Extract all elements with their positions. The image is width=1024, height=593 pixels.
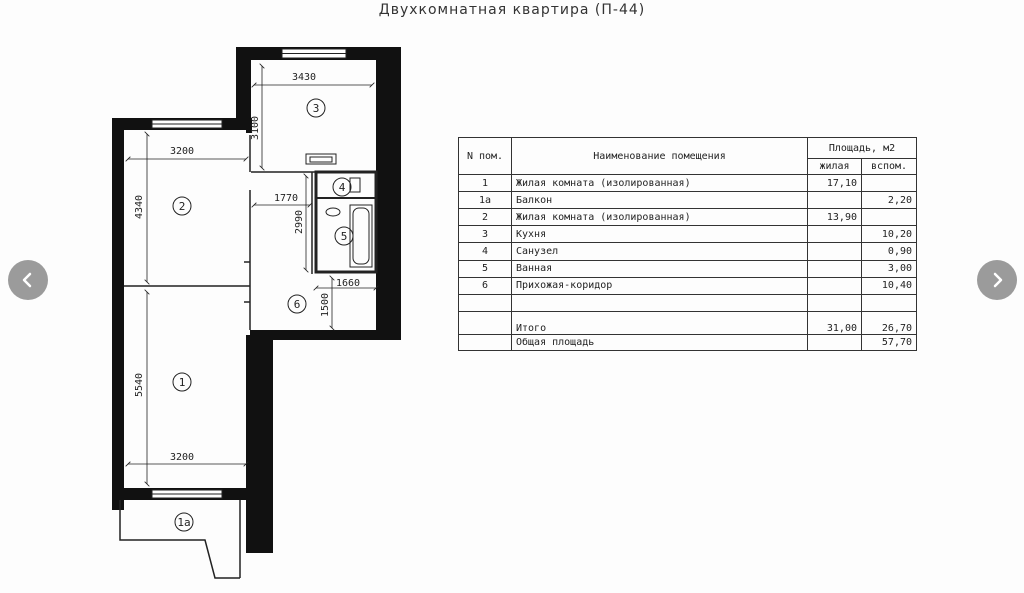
overall-label: Общая площадь — [512, 334, 808, 350]
partitions — [124, 135, 376, 330]
rooms-table — [458, 137, 917, 351]
chevron-right-icon — [989, 272, 1005, 288]
dim-1660: 1660 — [336, 278, 361, 289]
room-label-2: 2 — [178, 200, 186, 213]
table-row — [459, 175, 917, 192]
room-label-1a: 1a — [177, 516, 191, 529]
room-label-6: 6 — [293, 298, 301, 311]
table-row — [459, 243, 917, 260]
table-row — [459, 192, 917, 209]
dim-3100: 3100 — [250, 115, 261, 141]
floor-plan — [0, 0, 440, 593]
header-aux: вспом. — [862, 159, 917, 175]
header-living: жилая — [808, 159, 862, 175]
dim-3200-bottom: 3200 — [170, 452, 195, 463]
overall-num — [459, 334, 512, 350]
row-living — [808, 226, 862, 243]
row-name: Жилая комната (изолированная) — [512, 209, 808, 226]
row-num: 1 — [459, 175, 512, 192]
row-name: Кухня — [512, 226, 808, 243]
room-label-4: 4 — [338, 181, 346, 194]
total-aux: 26,70 — [862, 311, 917, 334]
dim-5540: 5540 — [134, 372, 145, 398]
row-aux — [862, 294, 917, 311]
dim-3200-top: 3200 — [170, 146, 195, 157]
table-row — [459, 260, 917, 277]
dim-3430: 3430 — [292, 72, 317, 83]
header-num: N пом. — [459, 138, 512, 175]
row-living — [808, 294, 862, 311]
row-name: Балкон — [512, 192, 808, 209]
table-row — [459, 226, 917, 243]
dim-1500: 1500 — [320, 292, 331, 318]
row-aux: 3,00 — [862, 260, 917, 277]
total-label: Итого — [512, 311, 808, 334]
row-num — [459, 294, 512, 311]
row-living — [808, 260, 862, 277]
table-row — [459, 277, 917, 294]
row-living — [808, 243, 862, 260]
row-num: 4 — [459, 243, 512, 260]
row-name — [512, 294, 808, 311]
row-living — [808, 277, 862, 294]
room-label-5: 5 — [340, 230, 348, 243]
prev-button[interactable] — [8, 260, 48, 300]
row-aux — [862, 175, 917, 192]
row-aux: 0,90 — [862, 243, 917, 260]
table-row — [459, 294, 917, 311]
row-name: Санузел — [512, 243, 808, 260]
row-name: Прихожая-коридор — [512, 277, 808, 294]
row-num: 2 — [459, 209, 512, 226]
row-living: 17,10 — [808, 175, 862, 192]
page-title: Двухкомнатная квартира (П-44) — [378, 2, 646, 18]
chevron-left-icon — [20, 272, 36, 288]
row-num: 3 — [459, 226, 512, 243]
balcony — [120, 500, 240, 578]
dim-2990: 2990 — [294, 209, 305, 235]
row-aux: 10,20 — [862, 226, 917, 243]
row-num: 6 — [459, 277, 512, 294]
row-aux — [862, 209, 917, 226]
header-name: Наименование помещения — [512, 138, 808, 175]
dim-4340: 4340 — [134, 194, 145, 220]
total-num — [459, 311, 512, 334]
room-label-3: 3 — [312, 102, 320, 115]
room-label-1: 1 — [178, 376, 186, 389]
row-name: Ванная — [512, 260, 808, 277]
dim-1770: 1770 — [274, 193, 299, 204]
total-living: 31,00 — [808, 311, 862, 334]
row-num: 1a — [459, 192, 512, 209]
table-row — [459, 209, 917, 226]
row-num: 5 — [459, 260, 512, 277]
next-button[interactable] — [977, 260, 1017, 300]
row-aux: 10,40 — [862, 277, 917, 294]
overall-aux: 57,70 — [862, 334, 917, 350]
header-area: Площадь, м2 — [808, 138, 917, 159]
row-living: 13,90 — [808, 209, 862, 226]
overall-living — [808, 334, 862, 350]
row-living — [808, 192, 862, 209]
row-name: Жилая комната (изолированная) — [512, 175, 808, 192]
row-aux: 2,20 — [862, 192, 917, 209]
